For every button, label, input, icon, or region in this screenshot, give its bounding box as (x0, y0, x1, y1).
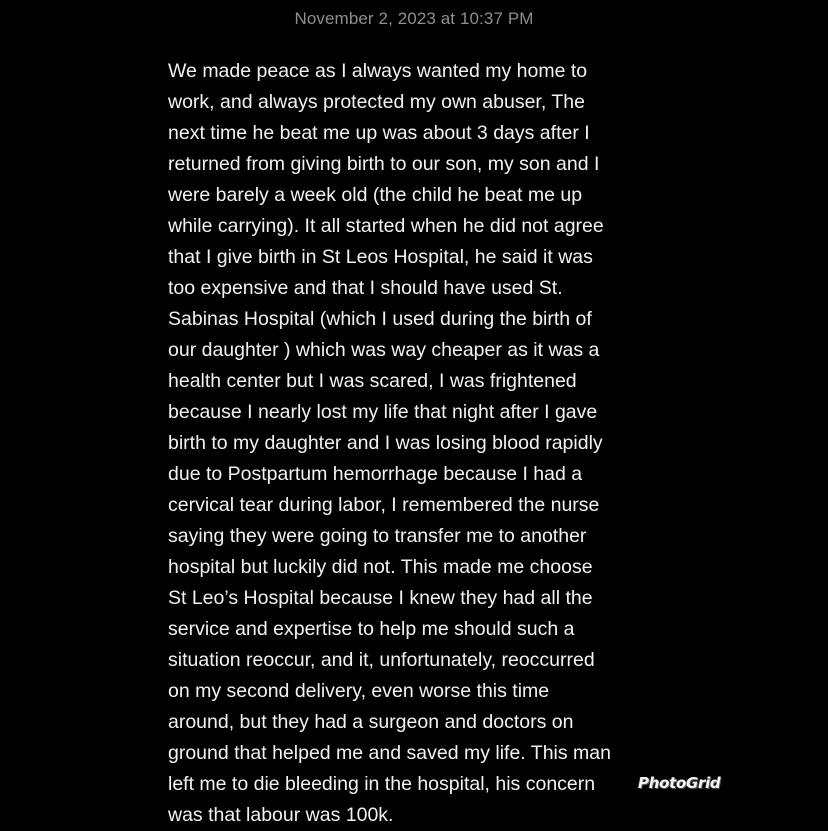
note-line: next time he beat me up was about 3 days after I (168, 122, 590, 144)
photogrid-watermark: PhotoGrid (638, 774, 721, 792)
note-line: ground that helped me and saved my life. This man (168, 742, 611, 764)
note-line: while carrying). It all started when he did not agree (168, 215, 604, 237)
note-line: St Leo’s Hospital because I knew they had all the (168, 587, 593, 609)
note-line: our daughter ) which was way cheaper as it was a (168, 339, 600, 361)
note-line: work, and always protected my own abuser, The (168, 91, 585, 113)
note-line: too expensive and that I should have used St. (168, 277, 563, 299)
note-line: that I give birth in St Leos Hospital, he said it was (168, 246, 593, 268)
note-line: left me to die bleeding in the hospital, his concern (168, 773, 596, 795)
note-line: was that labour was 100k. (168, 804, 394, 826)
note-line: cervical tear during labor, I remembered the nurse (168, 494, 600, 516)
note-line: situation reoccur, and it, unfortunately, reoccurred (168, 649, 595, 671)
note-line: on my second delivery, even worse this time (168, 680, 550, 702)
note-line: around, but they had a surgeon and doctors on (168, 711, 574, 733)
note-line: Sabinas Hospital (which I used during the birth of (168, 308, 592, 330)
note-body[interactable] (168, 56, 688, 831)
note-line: service and expertise to help me should such a (168, 618, 575, 640)
note-line: returned from giving birth to our son, my son and I (168, 153, 600, 175)
note-line: We made peace as I always wanted my home to (168, 60, 588, 82)
note-timestamp: November 2, 2023 at 10:37 PM (294, 9, 534, 28)
note-line: because I nearly lost my life that night after I gave (168, 401, 598, 423)
note-line: due to Postpartum hemorrhage because I had a (168, 463, 583, 485)
note-line: saying they were going to transfer me to another (168, 525, 587, 547)
note-line: health center but I was scared, I was frightened (168, 370, 577, 392)
note-line: were barely a week old (the child he beat me up (168, 184, 583, 206)
note-line: birth to my daughter and I was losing blood rapidly (168, 432, 603, 454)
note-line: hospital but luckily did not. This made me choose (168, 556, 593, 578)
